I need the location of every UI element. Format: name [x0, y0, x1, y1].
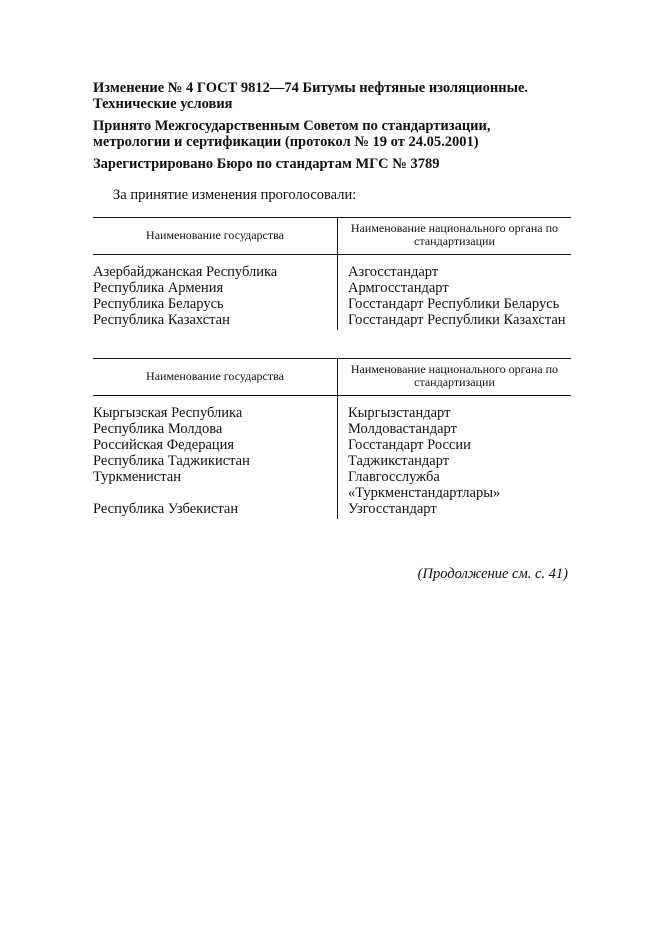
country-cell: Азербайджанская Республика — [93, 264, 278, 280]
table-row — [93, 280, 571, 296]
organization-cell: Азгосстандарт — [338, 255, 572, 281]
organization-cell: Таджикстандарт — [338, 453, 572, 469]
continuation-note: (Продолжение см. с. 41) — [417, 566, 568, 582]
country-cell: Кыргызская Республика — [93, 405, 243, 421]
column-header-country: Наименование государства — [93, 218, 338, 255]
table-row — [93, 421, 571, 437]
country-cell: Российская Федерация — [93, 437, 235, 453]
organization-cell: Госстандарт Республики Казахстан — [338, 312, 572, 330]
column-header-country: Наименование государства — [93, 359, 338, 396]
country-cell: Туркменистан — [93, 469, 181, 485]
column-header-organization: Наименование национального органа по стандартизации — [338, 218, 572, 255]
organization-cell: Госстандарт Республики Беларусь — [338, 296, 572, 312]
organization-cell: Главгосслужба «Туркменстандартлары» — [338, 469, 572, 501]
country-cell: Республика Беларусь — [93, 296, 224, 312]
organization-cell: Кыргызстандарт — [338, 396, 572, 422]
country-cell: Республика Армения — [93, 280, 224, 296]
registration-note: Зарегистрировано Бюро по стандартам МГС № 3789 — [93, 156, 440, 172]
table-row — [93, 396, 571, 422]
table-row — [93, 255, 571, 281]
table-row — [93, 501, 571, 519]
voting-table-2 — [93, 358, 571, 519]
table-row — [93, 312, 571, 330]
voting-table-1 — [93, 217, 571, 330]
table-row — [93, 437, 571, 453]
organization-cell: Молдовастандарт — [338, 421, 572, 437]
table-row — [93, 453, 571, 469]
country-cell: Республика Казахстан — [93, 312, 230, 328]
adoption-note: Принято Межгосударственным Советом по стандартизации, метрологии и сертификации (протокол № 19 от 24.05.2001) — [93, 118, 491, 150]
vote-intro: За принятие изменения проголосовали: — [113, 187, 357, 203]
country-cell: Республика Молдова — [93, 421, 223, 437]
amendment-title: Изменение № 4 ГОСТ 9812—74 Битумы нефтяные изоляционные. Технические условия — [93, 80, 529, 112]
table-row — [93, 469, 571, 501]
country-cell: Республика Таджикистан — [93, 453, 250, 469]
country-cell: Республика Узбекистан — [93, 501, 239, 517]
column-header-organization: Наименование национального органа по стандартизации — [338, 359, 572, 396]
table-row — [93, 296, 571, 312]
organization-cell: Узгосстандарт — [338, 501, 572, 519]
organization-cell: Госстандарт России — [338, 437, 572, 453]
organization-cell: Армгосстандарт — [338, 280, 572, 296]
